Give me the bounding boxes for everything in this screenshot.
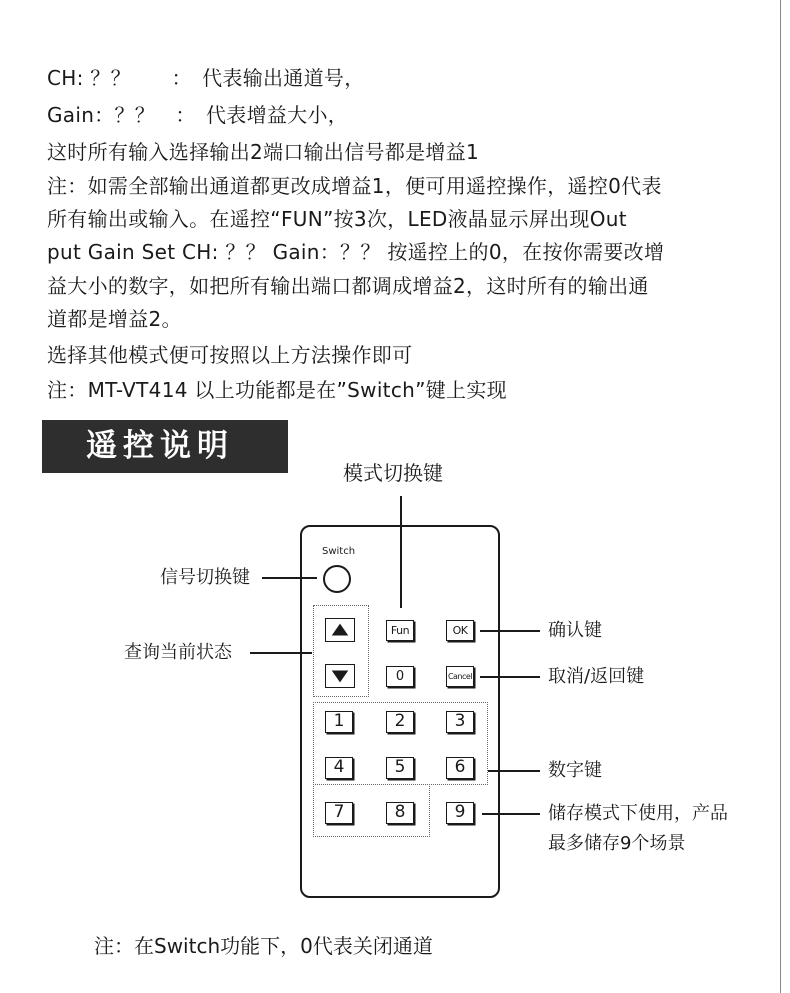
label-query-status: 查询当前状态 — [124, 642, 232, 663]
label-signal-switch: 信号切换键 — [160, 567, 250, 588]
label-cancel-back: 取消/返回键 — [548, 666, 645, 687]
page-edge-rule — [780, 0, 781, 993]
switch-key-label: Switch — [322, 546, 356, 557]
text-line-note-4: 益大小的数字，如把所有输出端口都调成增益2，这时所有的输出通 — [47, 274, 649, 298]
text-line-other-modes: 选择其他模式便可按照以上方法操作即可 — [47, 343, 413, 367]
footnote: 注：在Switch功能下，0代表关闭通道 — [94, 934, 433, 958]
text-line-channel: CH: ？？ ： 代表输出通道号， — [47, 66, 365, 90]
down-arrow-button[interactable] — [325, 664, 355, 688]
section-title: 遥控说明 — [42, 420, 288, 473]
digit-5-button[interactable]: 5 — [386, 757, 414, 779]
cancel-button[interactable]: Cancel — [446, 666, 474, 687]
text-line-note-5: 道都是增益2。 — [47, 307, 182, 331]
label-number-keys: 数字键 — [548, 760, 602, 781]
up-arrow-icon — [326, 619, 354, 641]
text-line-switch-note: 注：MT-VT414 以上功能都是在”Switch”键上实现 — [47, 378, 507, 402]
down-arrow-icon — [326, 665, 354, 687]
text-line-output-gain: 这时所有输入选择输出2端口输出信号都是增益1 — [47, 140, 480, 164]
up-arrow-button[interactable] — [325, 618, 355, 642]
digit-8-button[interactable]: 8 — [386, 802, 414, 824]
label-storage-line2: 最多储存9个场景 — [548, 833, 686, 854]
label-mode-switch: 模式切换键 — [343, 461, 443, 485]
label-confirm: 确认键 — [548, 620, 602, 641]
text-line-gain: Gain：？？ ： 代表增益大小， — [47, 103, 349, 127]
text-line-note-3: put Gain Set CH: ？？ Gain：？？ 按遥控上的0，在按你需要改增 — [47, 240, 665, 264]
ok-button[interactable]: OK — [446, 620, 474, 641]
digit-9-button[interactable]: 9 — [446, 802, 474, 824]
digit-4-button[interactable]: 4 — [325, 757, 353, 779]
zero-button[interactable]: 0 — [386, 666, 414, 687]
digit-3-button[interactable]: 3 — [446, 711, 474, 733]
switch-button[interactable] — [323, 565, 351, 593]
text-line-note-2: 所有输出或输入。在遥控“FUN”按3次，LED液晶显示屏出现Out — [47, 207, 627, 231]
digit-1-button[interactable]: 1 — [325, 711, 353, 733]
digit-6-button[interactable]: 6 — [446, 757, 474, 779]
text-line-note-1: 注：如需全部输出通道都更改成增益1，便可用遥控操作，遥控0代表 — [47, 174, 662, 198]
digit-7-button[interactable]: 7 — [325, 802, 353, 824]
fun-button[interactable]: Fun — [386, 620, 414, 641]
digit-2-button[interactable]: 2 — [386, 711, 414, 733]
label-storage-line1: 储存模式下使用，产品 — [548, 803, 728, 824]
